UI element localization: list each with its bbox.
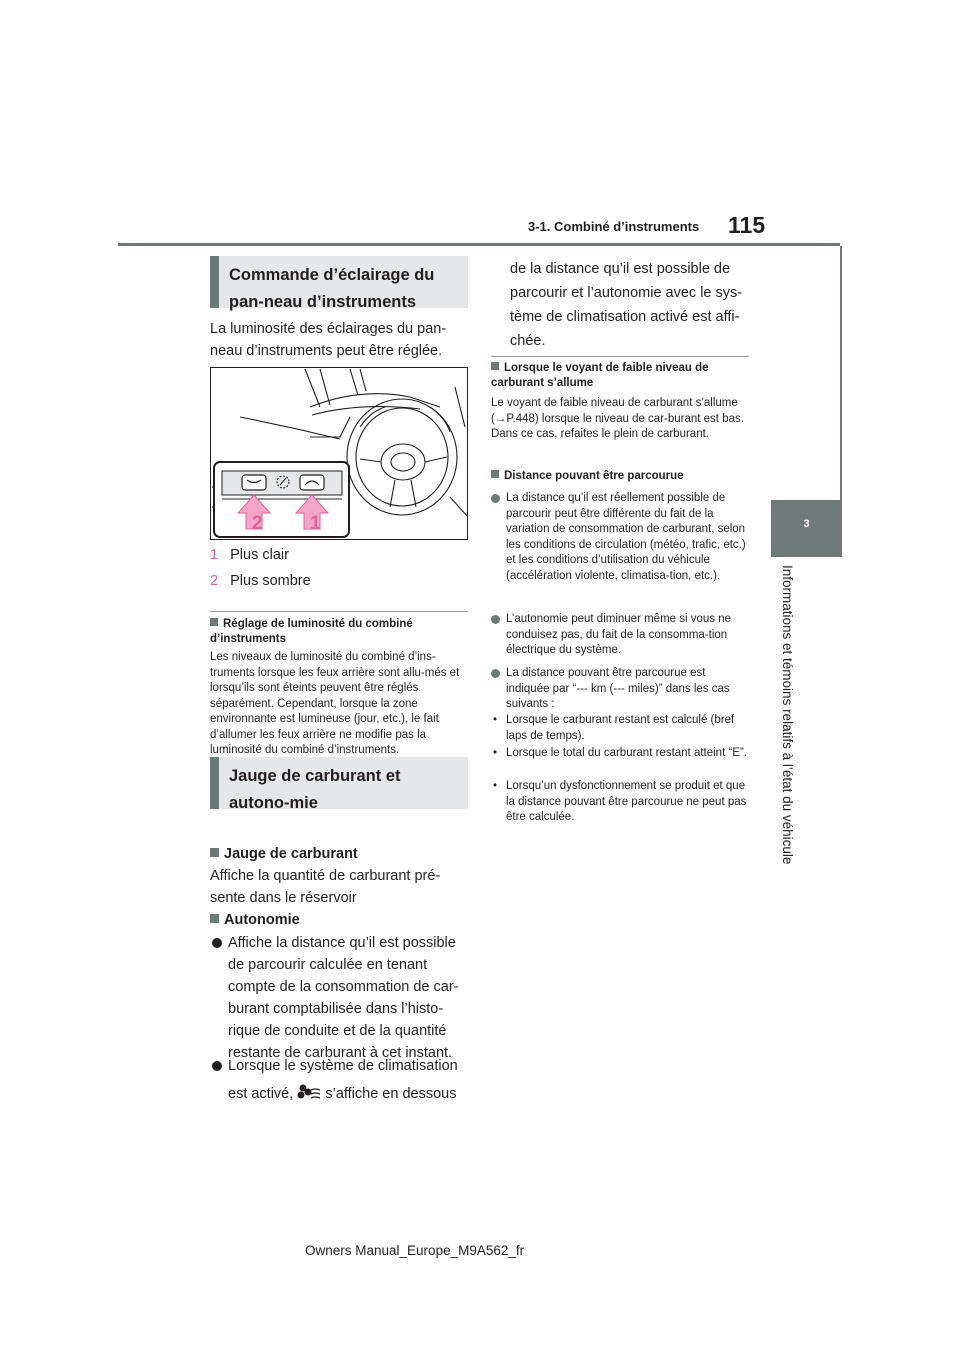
- callout-2-number: 2: [210, 573, 219, 589]
- note-brightness-body: Les niveaux de luminosité du combiné d’ins-truments lorsque les feux arrière sont allu-més et lorsqu’ils sont éteints peuvent être réglés séparément. Cependant, lorsque la zone environnante est lumineuse (jour, etc.), le fait d’allumer les feux arrière ne modifie pas la luminosité du combiné d’instruments.: [210, 651, 460, 756]
- autonomy-bullet-1: [210, 932, 468, 1064]
- distance-bullet-3: [491, 666, 749, 713]
- square-bullet-icon: [491, 470, 499, 478]
- footer-manual-id: Owners Manual_Europe_M9A562_fr: [305, 1243, 525, 1258]
- chapter-title-vertical: [780, 565, 812, 875]
- note-brightness-title: [210, 617, 468, 647]
- page-number: 115: [728, 212, 766, 238]
- low-fuel-title-text: Lorsque le voyant de faible niveau de carburant s’allume: [491, 362, 709, 389]
- callout-legend-1: [210, 544, 468, 566]
- note-brightness-title-text: Réglage de luminosité du combiné d’instruments: [210, 618, 413, 645]
- autonomy-bullet-2-text-b: est activé,: [228, 1086, 294, 1102]
- bullet-dot-icon: [212, 938, 222, 948]
- bullet-dot-icon: [491, 669, 500, 678]
- sub-bullet-1: [491, 713, 749, 744]
- autonomy-bullet-2-line1: Lorsque le système de climatisation: [228, 1058, 458, 1074]
- distance-bullet-2-text: L’autonomie peut diminuer même si vous ne conduisez pas, du fait de la consomma-tion électrique du système.: [506, 613, 732, 656]
- autonomy-bullet-2: [210, 1055, 468, 1105]
- bullet-dot-icon: [491, 494, 500, 503]
- autonomy-bullet-2-line2: [228, 1083, 468, 1105]
- distance-bullet-3-text: La distance pouvant être parcourue est indiquée par “--- km (--- miles)” dans les cas suivants :: [506, 667, 730, 710]
- section-title: 3-1. Combiné d’instruments: [528, 219, 700, 234]
- callout-1-marker: 1: [310, 513, 321, 534]
- distance-bullet-1-text: La distance qu’il est réellement possible de parcourir peut être différente du fait de la variation de consommation de carburant, selon les conditions de circulation (météo, trafic, etc.) et les conditions d’utilisation du véhicule (accélération violente, climatisa-tion, etc.).: [506, 492, 746, 582]
- callout-legend-2: [210, 570, 468, 592]
- low-fuel-divider: [491, 356, 749, 357]
- square-bullet-icon: [210, 914, 219, 923]
- chapter-title: Informations et témoins relatifs à l’état du véhicule: [780, 565, 795, 865]
- bullet-dot-icon: [491, 615, 500, 624]
- bullet-dot-icon: [212, 1061, 222, 1071]
- distance-bullet-2: [491, 612, 749, 659]
- distance-title-text: Distance pouvant être parcourue: [504, 470, 684, 482]
- sub-bullet-3: [491, 779, 749, 826]
- heading-fuel-gauge: Jauge de carburant et autono-mie: [210, 757, 468, 809]
- sub-bullet-2-text: Lorsque le total du carburant restant atteint “E”.: [506, 747, 747, 759]
- sub-bullet-marker: •: [493, 747, 498, 759]
- callout-1-label: Plus clair: [230, 547, 289, 563]
- sub-bullet-1-text: Lorsque le carburant restant est calculé (bref laps de temps).: [506, 714, 735, 742]
- callout-2-label: Plus sombre: [230, 573, 311, 589]
- square-bullet-icon: [491, 362, 499, 370]
- autonomy-bullet-2-text-c: s’affiche en dessous: [325, 1086, 457, 1102]
- autonomy-title-text: Autonomie: [224, 912, 300, 928]
- chapter-number: 3: [803, 518, 810, 530]
- continuation-text: de la distance qu’il est possible de parcourir et l’autonomie avec le sys-tème de climatisation activé est affi-chée.: [510, 261, 743, 349]
- autonomy-bullet-1-text: Affiche la distance qu’il est possible de parcourir calculée en tenant compte de la consommation de car-burant comptabilisée dans l’histo-rique de conduite et de la quantité restante de carburant à cet instant.: [228, 935, 459, 1061]
- dashboard-drawing: [210, 367, 468, 540]
- distance-title: [491, 469, 749, 484]
- air-conditioning-icon: [297, 1084, 321, 1100]
- callout-1-number: 1: [210, 547, 219, 563]
- low-fuel-title: [491, 361, 749, 391]
- fuel-gauge-body: Affiche la quantité de carburant pré-sente dans le réservoir: [210, 868, 441, 906]
- callout-2-marker: 2: [252, 513, 263, 534]
- fuel-gauge-title-text: Jauge de carburant: [224, 846, 358, 862]
- intro-text: La luminosité des éclairages du pan-neau d’instruments peut être réglée.: [210, 321, 447, 359]
- square-bullet-icon: [210, 618, 218, 626]
- dashboard-illustration: [210, 367, 468, 540]
- note-divider: [210, 611, 468, 612]
- autonomy-title: [210, 909, 468, 931]
- sub-bullet-marker: •: [493, 714, 498, 726]
- heading-lighting-control: Commande d’éclairage du pan-neau d’instruments: [210, 256, 468, 308]
- square-bullet-icon: [210, 848, 219, 857]
- fuel-gauge-title: [210, 843, 468, 865]
- chapter-tab: [771, 500, 842, 557]
- header-divider: [118, 243, 840, 246]
- sub-bullet-marker: •: [493, 780, 498, 792]
- sub-bullet-3-text: Lorsqu’un dysfonctionnement se produit et que la distance pouvant être parcourue ne peut pas être calculée.: [506, 780, 747, 823]
- sub-bullet-2: [491, 746, 749, 762]
- low-fuel-body: Le voyant de faible niveau de carburant s’allume (→P.448) lorsque le niveau de car-burant est bas. Dans ce cas, refaites le plein de carburant.: [491, 397, 744, 440]
- distance-bullet-1: [491, 491, 749, 584]
